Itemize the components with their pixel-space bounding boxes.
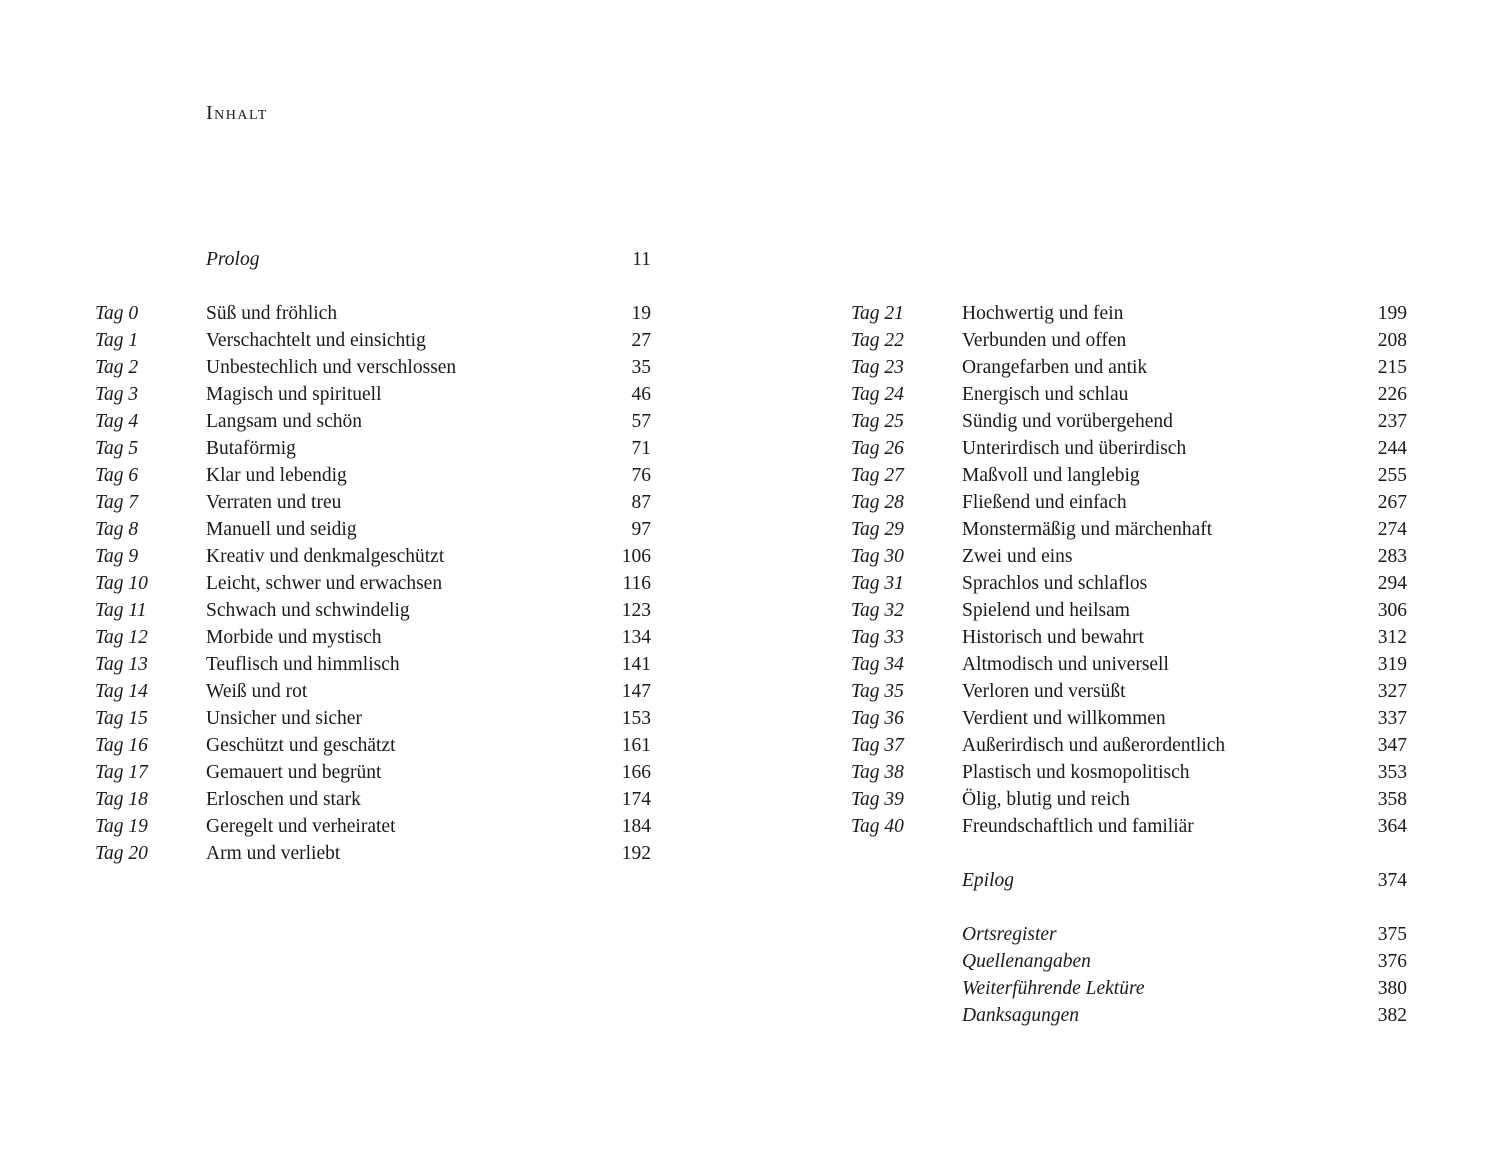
toc-entry-title: Monstermäßig und märchenhaft bbox=[962, 519, 1213, 540]
toc-entry[interactable] bbox=[95, 786, 651, 813]
toc-entry[interactable] bbox=[95, 408, 651, 435]
toc-entry[interactable] bbox=[851, 462, 1407, 489]
toc-entry-title: Weiß und rot bbox=[206, 681, 308, 702]
toc-entry-tag: Tag 19 bbox=[95, 816, 148, 837]
toc-entry-page: 374 bbox=[1377, 870, 1407, 891]
toc-entry-tag: Tag 20 bbox=[95, 843, 148, 864]
toc-entry[interactable] bbox=[95, 840, 651, 867]
toc-entry-title: Historisch und bewahrt bbox=[962, 627, 1144, 648]
toc-entry-title: Verdient und willkommen bbox=[962, 708, 1166, 729]
toc-entry-page: 161 bbox=[621, 735, 651, 756]
toc-entry[interactable] bbox=[95, 435, 651, 462]
toc-entry-page: 19 bbox=[631, 303, 651, 324]
toc-entry-title: Langsam und schön bbox=[206, 411, 362, 432]
toc-entry-appendix[interactable] bbox=[851, 975, 1407, 1002]
toc-entry-title: Plastisch und kosmopolitisch bbox=[962, 762, 1190, 783]
toc-entry-title: Altmodisch und universell bbox=[962, 654, 1169, 675]
toc-entry-title: Fließend und einfach bbox=[962, 492, 1127, 513]
toc-entry-tag: Tag 38 bbox=[851, 762, 904, 783]
toc-entry-page: 57 bbox=[631, 411, 651, 432]
toc-entry[interactable] bbox=[95, 354, 651, 381]
toc-entry-page: 97 bbox=[631, 519, 651, 540]
toc-entry[interactable] bbox=[95, 624, 651, 651]
toc-entry-page: 116 bbox=[622, 573, 651, 594]
toc-entry-tag: Tag 26 bbox=[851, 438, 904, 459]
toc-entry-tag: Tag 25 bbox=[851, 411, 904, 432]
toc-entry-tag: Tag 3 bbox=[95, 384, 139, 405]
toc-entry-tag: Tag 30 bbox=[851, 546, 904, 567]
toc-entry-page: 327 bbox=[1377, 681, 1407, 702]
toc-entry[interactable] bbox=[851, 354, 1407, 381]
toc-entry-tag: Tag 27 bbox=[851, 465, 904, 486]
toc-entry-page: 35 bbox=[631, 357, 651, 378]
toc-entry-title: Danksagungen bbox=[962, 1005, 1079, 1026]
spacer bbox=[851, 894, 1407, 921]
toc-entry[interactable] bbox=[851, 543, 1407, 570]
toc-entry-title: Morbide und mystisch bbox=[206, 627, 382, 648]
toc-entry-tag: Tag 1 bbox=[95, 330, 139, 351]
toc-entry-tag: Tag 40 bbox=[851, 816, 904, 837]
toc-entry-page: 375 bbox=[1377, 924, 1407, 945]
toc-entry-tag: Tag 2 bbox=[95, 357, 139, 378]
toc-entry-title: Geregelt und verheiratet bbox=[206, 816, 396, 837]
toc-entry-tag: Tag 16 bbox=[95, 735, 148, 756]
toc-entry[interactable] bbox=[95, 300, 651, 327]
toc-entry-page: 312 bbox=[1377, 627, 1407, 648]
toc-entry[interactable] bbox=[851, 759, 1407, 786]
toc-entry[interactable] bbox=[851, 300, 1407, 327]
toc-entry-page: 237 bbox=[1377, 411, 1407, 432]
toc-entry-page: 380 bbox=[1377, 978, 1407, 999]
toc-entry-title: Schwach und schwindelig bbox=[206, 600, 410, 621]
toc-entry-page: 11 bbox=[632, 249, 651, 270]
toc-entry-title: Verloren und versüßt bbox=[962, 681, 1126, 702]
toc-entry-page: 347 bbox=[1377, 735, 1407, 756]
spacer bbox=[851, 840, 1407, 867]
toc-entry-title: Weiterführende Lektüre bbox=[962, 978, 1145, 999]
toc-entry-page: 166 bbox=[621, 762, 651, 783]
toc-entry-tag: Tag 6 bbox=[95, 465, 139, 486]
toc-entry-title: Energisch und schlau bbox=[962, 384, 1129, 405]
toc-entry-title: Unsicher und sicher bbox=[206, 708, 362, 729]
page-title: Inhalt bbox=[206, 102, 268, 124]
toc-entry[interactable] bbox=[95, 462, 651, 489]
toc-entry-title: Erloschen und stark bbox=[206, 789, 361, 810]
toc-entry[interactable] bbox=[851, 651, 1407, 678]
toc-entry[interactable] bbox=[95, 813, 651, 840]
toc-entry[interactable] bbox=[95, 570, 651, 597]
toc-entry-title: Zwei und eins bbox=[962, 546, 1073, 567]
toc-entry-page: 364 bbox=[1377, 816, 1407, 837]
toc-entry-tag: Tag 31 bbox=[851, 573, 904, 594]
toc-entry[interactable] bbox=[95, 543, 651, 570]
toc-entry-tag: Tag 37 bbox=[851, 735, 904, 756]
toc-entry-tag: Tag 35 bbox=[851, 681, 904, 702]
toc-entry-title: Gemauert und begrünt bbox=[206, 762, 382, 783]
toc-entry-title: Verbunden und offen bbox=[962, 330, 1127, 351]
toc-entry-page: 87 bbox=[631, 492, 651, 513]
toc-entry-tag: Tag 8 bbox=[95, 519, 139, 540]
toc-entry-page: 353 bbox=[1377, 762, 1407, 783]
toc-entry-epilog[interactable] bbox=[851, 867, 1407, 894]
toc-entry-tag: Tag 15 bbox=[95, 708, 148, 729]
toc-entry-title: Ortsregister bbox=[962, 924, 1057, 945]
toc-entry-page: 71 bbox=[631, 438, 651, 459]
toc-entry-title: Sündig und vorübergehend bbox=[962, 411, 1173, 432]
toc-entry-title: Unterirdisch und überirdisch bbox=[962, 438, 1187, 459]
toc-entry-prolog[interactable] bbox=[95, 246, 651, 273]
toc-entry-appendix[interactable] bbox=[851, 948, 1407, 975]
toc-entry-page: 294 bbox=[1377, 573, 1407, 594]
toc-entry-page: 306 bbox=[1377, 600, 1407, 621]
toc-entry-tag: Tag 18 bbox=[95, 789, 148, 810]
toc-entry[interactable] bbox=[851, 408, 1407, 435]
toc-entry-page: 208 bbox=[1377, 330, 1407, 351]
toc-entry-title: Sprachlos und schlaflos bbox=[962, 573, 1148, 594]
spacer bbox=[95, 273, 651, 300]
toc-entry-page: 106 bbox=[621, 546, 651, 567]
toc-entry-title: Ölig, blutig und reich bbox=[962, 789, 1130, 810]
toc-entry-title: Leicht, schwer und erwachsen bbox=[206, 573, 443, 594]
toc-entry-title: Prolog bbox=[206, 249, 260, 270]
toc-entry-title: Manuell und seidig bbox=[206, 519, 357, 540]
toc-entry[interactable] bbox=[851, 732, 1407, 759]
toc-entry-page: 226 bbox=[1377, 384, 1407, 405]
toc-entry-tag: Tag 5 bbox=[95, 438, 139, 459]
toc-entry[interactable] bbox=[95, 678, 651, 705]
toc-entry-tag: Tag 34 bbox=[851, 654, 904, 675]
toc-entry[interactable] bbox=[851, 381, 1407, 408]
toc-entry[interactable] bbox=[851, 678, 1407, 705]
toc-entry-page: 382 bbox=[1377, 1005, 1407, 1026]
toc-entry-tag: Tag 0 bbox=[95, 303, 139, 324]
toc-entry-title: Kreativ und denkmalgeschützt bbox=[206, 546, 445, 567]
toc-entry-title: Verschachtelt und einsichtig bbox=[206, 330, 426, 351]
toc-column-right bbox=[851, 300, 1407, 1029]
toc-entry[interactable] bbox=[851, 570, 1407, 597]
toc-entry[interactable] bbox=[95, 705, 651, 732]
toc-entry[interactable] bbox=[851, 435, 1407, 462]
toc-entry-page: 27 bbox=[631, 330, 651, 351]
toc-entry-page: 376 bbox=[1377, 951, 1407, 972]
toc-entry-tag: Tag 7 bbox=[95, 492, 139, 513]
toc-entry-tag: Tag 9 bbox=[95, 546, 139, 567]
toc-entry-tag: Tag 10 bbox=[95, 573, 148, 594]
toc-entry-page: 358 bbox=[1377, 789, 1407, 810]
toc-entry-page: 147 bbox=[621, 681, 651, 702]
toc-entry-page: 337 bbox=[1377, 708, 1407, 729]
toc-entry-tag: Tag 24 bbox=[851, 384, 904, 405]
toc-entry-tag: Tag 33 bbox=[851, 627, 904, 648]
toc-entry-title: Butaförmig bbox=[206, 438, 296, 459]
toc-entry-title: Klar und lebendig bbox=[206, 465, 347, 486]
toc-entry-tag: Tag 17 bbox=[95, 762, 148, 783]
toc-entry-tag: Tag 29 bbox=[851, 519, 904, 540]
toc-entry-page: 134 bbox=[621, 627, 651, 648]
toc-entry-title: Quellenangaben bbox=[962, 951, 1091, 972]
toc-entry[interactable] bbox=[95, 489, 651, 516]
toc-entry-appendix[interactable] bbox=[851, 921, 1407, 948]
toc-entry-title: Teuflisch und himmlisch bbox=[206, 654, 400, 675]
toc-entry-page: 123 bbox=[621, 600, 651, 621]
toc-entry[interactable] bbox=[95, 597, 651, 624]
toc-entry-page: 283 bbox=[1377, 546, 1407, 567]
toc-entry-title: Verraten und treu bbox=[206, 492, 342, 513]
toc-entry-title: Unbestechlich und verschlossen bbox=[206, 357, 457, 378]
toc-entry-page: 174 bbox=[621, 789, 651, 810]
toc-entry[interactable] bbox=[95, 651, 651, 678]
toc-entry-title: Hochwertig und fein bbox=[962, 303, 1124, 324]
toc-entry[interactable] bbox=[851, 786, 1407, 813]
toc-entry-tag: Tag 39 bbox=[851, 789, 904, 810]
toc-entry[interactable] bbox=[851, 489, 1407, 516]
toc-entry-title: Süß und fröhlich bbox=[206, 303, 338, 324]
toc-entry-tag: Tag 14 bbox=[95, 681, 148, 702]
toc-entry-title: Arm und verliebt bbox=[206, 843, 341, 864]
toc-entry-appendix[interactable] bbox=[851, 1002, 1407, 1029]
toc-entry[interactable] bbox=[851, 813, 1407, 840]
toc-entry[interactable] bbox=[851, 327, 1407, 354]
toc-entry-page: 255 bbox=[1377, 465, 1407, 486]
toc-entry-tag: Tag 21 bbox=[851, 303, 904, 324]
toc-entry[interactable] bbox=[851, 597, 1407, 624]
toc-entry-title: Geschützt und geschätzt bbox=[206, 735, 396, 756]
toc-entry-page: 274 bbox=[1377, 519, 1407, 540]
toc-entry-tag: Tag 13 bbox=[95, 654, 148, 675]
toc-entry-page: 46 bbox=[631, 384, 651, 405]
toc-entry-tag: Tag 32 bbox=[851, 600, 904, 621]
toc-entry-page: 215 bbox=[1377, 357, 1407, 378]
toc-entry[interactable] bbox=[95, 327, 651, 354]
toc-entry-title: Epilog bbox=[962, 870, 1014, 891]
toc-entry-page: 184 bbox=[621, 816, 651, 837]
toc-entry-page: 76 bbox=[631, 465, 651, 486]
toc-entry-title: Orangefarben und antik bbox=[962, 357, 1148, 378]
toc-entry-page: 153 bbox=[621, 708, 651, 729]
toc-entry[interactable] bbox=[95, 381, 651, 408]
toc-entry-page: 244 bbox=[1377, 438, 1407, 459]
toc-entry-tag: Tag 22 bbox=[851, 330, 904, 351]
toc-entry-tag: Tag 23 bbox=[851, 357, 904, 378]
toc-entry[interactable] bbox=[851, 705, 1407, 732]
toc-entry-title: Magisch und spirituell bbox=[206, 384, 382, 405]
toc-entry-page: 192 bbox=[621, 843, 651, 864]
toc-entry-title: Spielend und heilsam bbox=[962, 600, 1130, 621]
toc-entry[interactable] bbox=[95, 732, 651, 759]
toc-entry-tag: Tag 11 bbox=[95, 600, 147, 621]
toc-entry-tag: Tag 28 bbox=[851, 492, 904, 513]
toc-entry-page: 267 bbox=[1377, 492, 1407, 513]
toc-entry-tag: Tag 12 bbox=[95, 627, 148, 648]
toc-entry[interactable] bbox=[851, 624, 1407, 651]
toc-entry-tag: Tag 4 bbox=[95, 411, 139, 432]
toc-entry-page: 199 bbox=[1377, 303, 1407, 324]
toc-entry[interactable] bbox=[851, 516, 1407, 543]
toc-entry-title: Freundschaftlich und familiär bbox=[962, 816, 1194, 837]
toc-entry-tag: Tag 36 bbox=[851, 708, 904, 729]
toc-entry-page: 141 bbox=[621, 654, 651, 675]
toc-entry-title: Maßvoll und langlebig bbox=[962, 465, 1140, 486]
toc-entry-title: Außerirdisch und außerordentlich bbox=[962, 735, 1226, 756]
toc-entry-page: 319 bbox=[1377, 654, 1407, 675]
toc-column-left bbox=[95, 246, 651, 867]
toc-entry[interactable] bbox=[95, 759, 651, 786]
toc-entry[interactable] bbox=[95, 516, 651, 543]
